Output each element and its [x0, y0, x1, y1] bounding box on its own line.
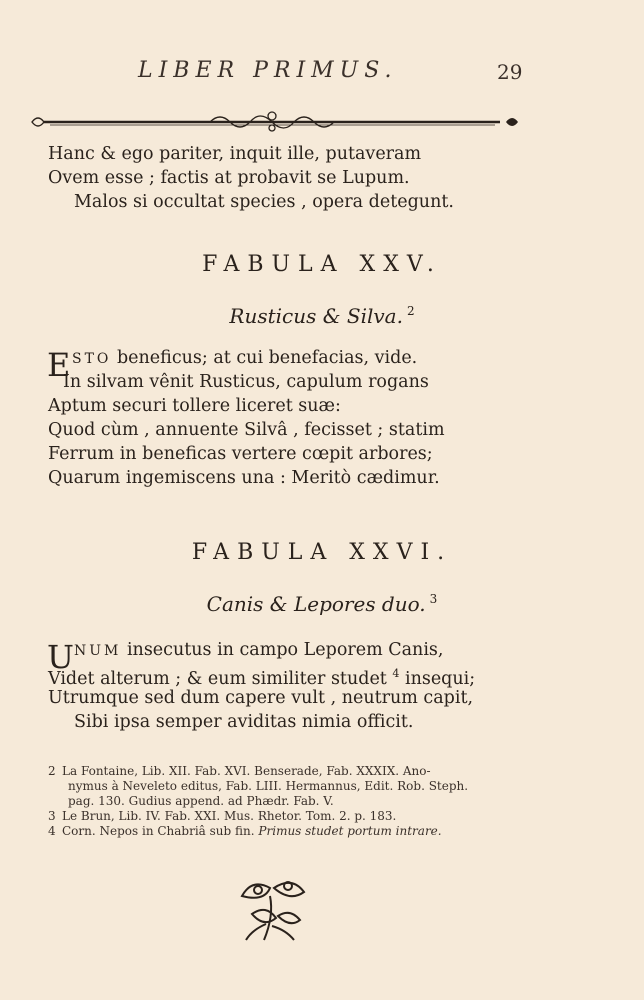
verse-line-rest: insecutus in campo Leporem Canis,: [121, 640, 444, 660]
fable-25-verses: [48, 346, 445, 490]
small-caps-word: STO: [72, 351, 112, 367]
footnote-4: [48, 824, 518, 839]
verse-line-first: [47, 638, 475, 676]
verse-line: Malos si occultat species , opera detegunt.: [74, 192, 454, 212]
footnote-2: [48, 764, 518, 779]
drop-capital: U: [47, 638, 74, 676]
footnote-text: La Fontaine, Lib. XII. Fab. XVI. Benserade, Fab. XXXIX. Ano-: [62, 764, 431, 778]
verse-text: Videt alterum ; & eum similiter studet: [48, 668, 393, 689]
footnote-ref: 4: [392, 667, 400, 680]
footnote-mark: 4: [48, 824, 56, 838]
footnote-2-cont: pag. 130. Gudius append. ad Phædr. Fab. V.: [68, 794, 334, 808]
verse-line-rest: beneficus; at cui benefacias, vide.: [111, 348, 418, 368]
footnotes: [48, 764, 518, 839]
verse-line: Sibi ipsa semper aviditas nimia officit.: [74, 712, 414, 732]
footnote-mark: 3: [48, 809, 56, 823]
footnote-2-cont: nymus à Neveleto editus, Fab. LIII. Hermannus, Edit. Rob. Steph.: [68, 779, 469, 793]
fable-heading: FABULA XXV.: [202, 252, 442, 277]
fable-subtitle-text: Canis & Lepores duo.: [206, 592, 426, 616]
footnote-quote: Primus studet portum intrare.: [258, 824, 442, 838]
running-title: LIBER PRIMUS.: [138, 58, 398, 83]
small-caps-word: NUM: [74, 643, 122, 659]
footnote-3: [48, 809, 518, 824]
verse-line: Utrumque sed dum capere vult , neutrum capit,: [48, 688, 474, 708]
footnote-ref: 3: [429, 592, 438, 607]
verse-line: Ovem esse ; factis at probavit se Lupum.: [48, 168, 410, 188]
ornamental-rule: [30, 106, 520, 136]
footnote-text: Le Brun, Lib. IV. Fab. XXI. Mus. Rhetor. Tom. 2. p. 183.: [62, 809, 397, 823]
verse-line: Aptum securi tollere liceret suæ:: [48, 396, 341, 416]
fable-26-verses: [48, 638, 475, 734]
drop-capital: E: [47, 346, 71, 384]
verse-line: Ferrum in beneficas vertere cœpit arbores;: [48, 444, 433, 464]
verse-line: [48, 662, 476, 689]
footnote-ref: 2: [406, 304, 415, 319]
footnote-mark: 2: [48, 764, 56, 778]
fable-subtitle-text: Rusticus & Silva.: [229, 304, 403, 328]
footnote-text: Corn. Nepos in Chabriâ sub fin.: [62, 824, 255, 838]
verse-line: Hanc & ego pariter, inquit ille, putaveram: [48, 144, 422, 164]
verse-line: In silvam vênit Rusticus, capulum rogans: [63, 372, 429, 392]
verse-text: insequi;: [399, 668, 476, 689]
continuation-verses: [48, 142, 454, 214]
page-number: 29: [497, 60, 523, 84]
fable-subtitle: [0, 304, 644, 328]
floral-ornament-icon: [222, 866, 322, 946]
fable-heading: FABULA XXVI.: [191, 540, 453, 565]
verse-line: Quarum ingemiscens una : Meritò cædimur.: [48, 468, 440, 488]
running-head: [0, 58, 644, 88]
verse-line: Quod cùm , annuente Silvâ , fecisset ; statim: [48, 420, 445, 440]
fable-subtitle: [0, 592, 644, 616]
